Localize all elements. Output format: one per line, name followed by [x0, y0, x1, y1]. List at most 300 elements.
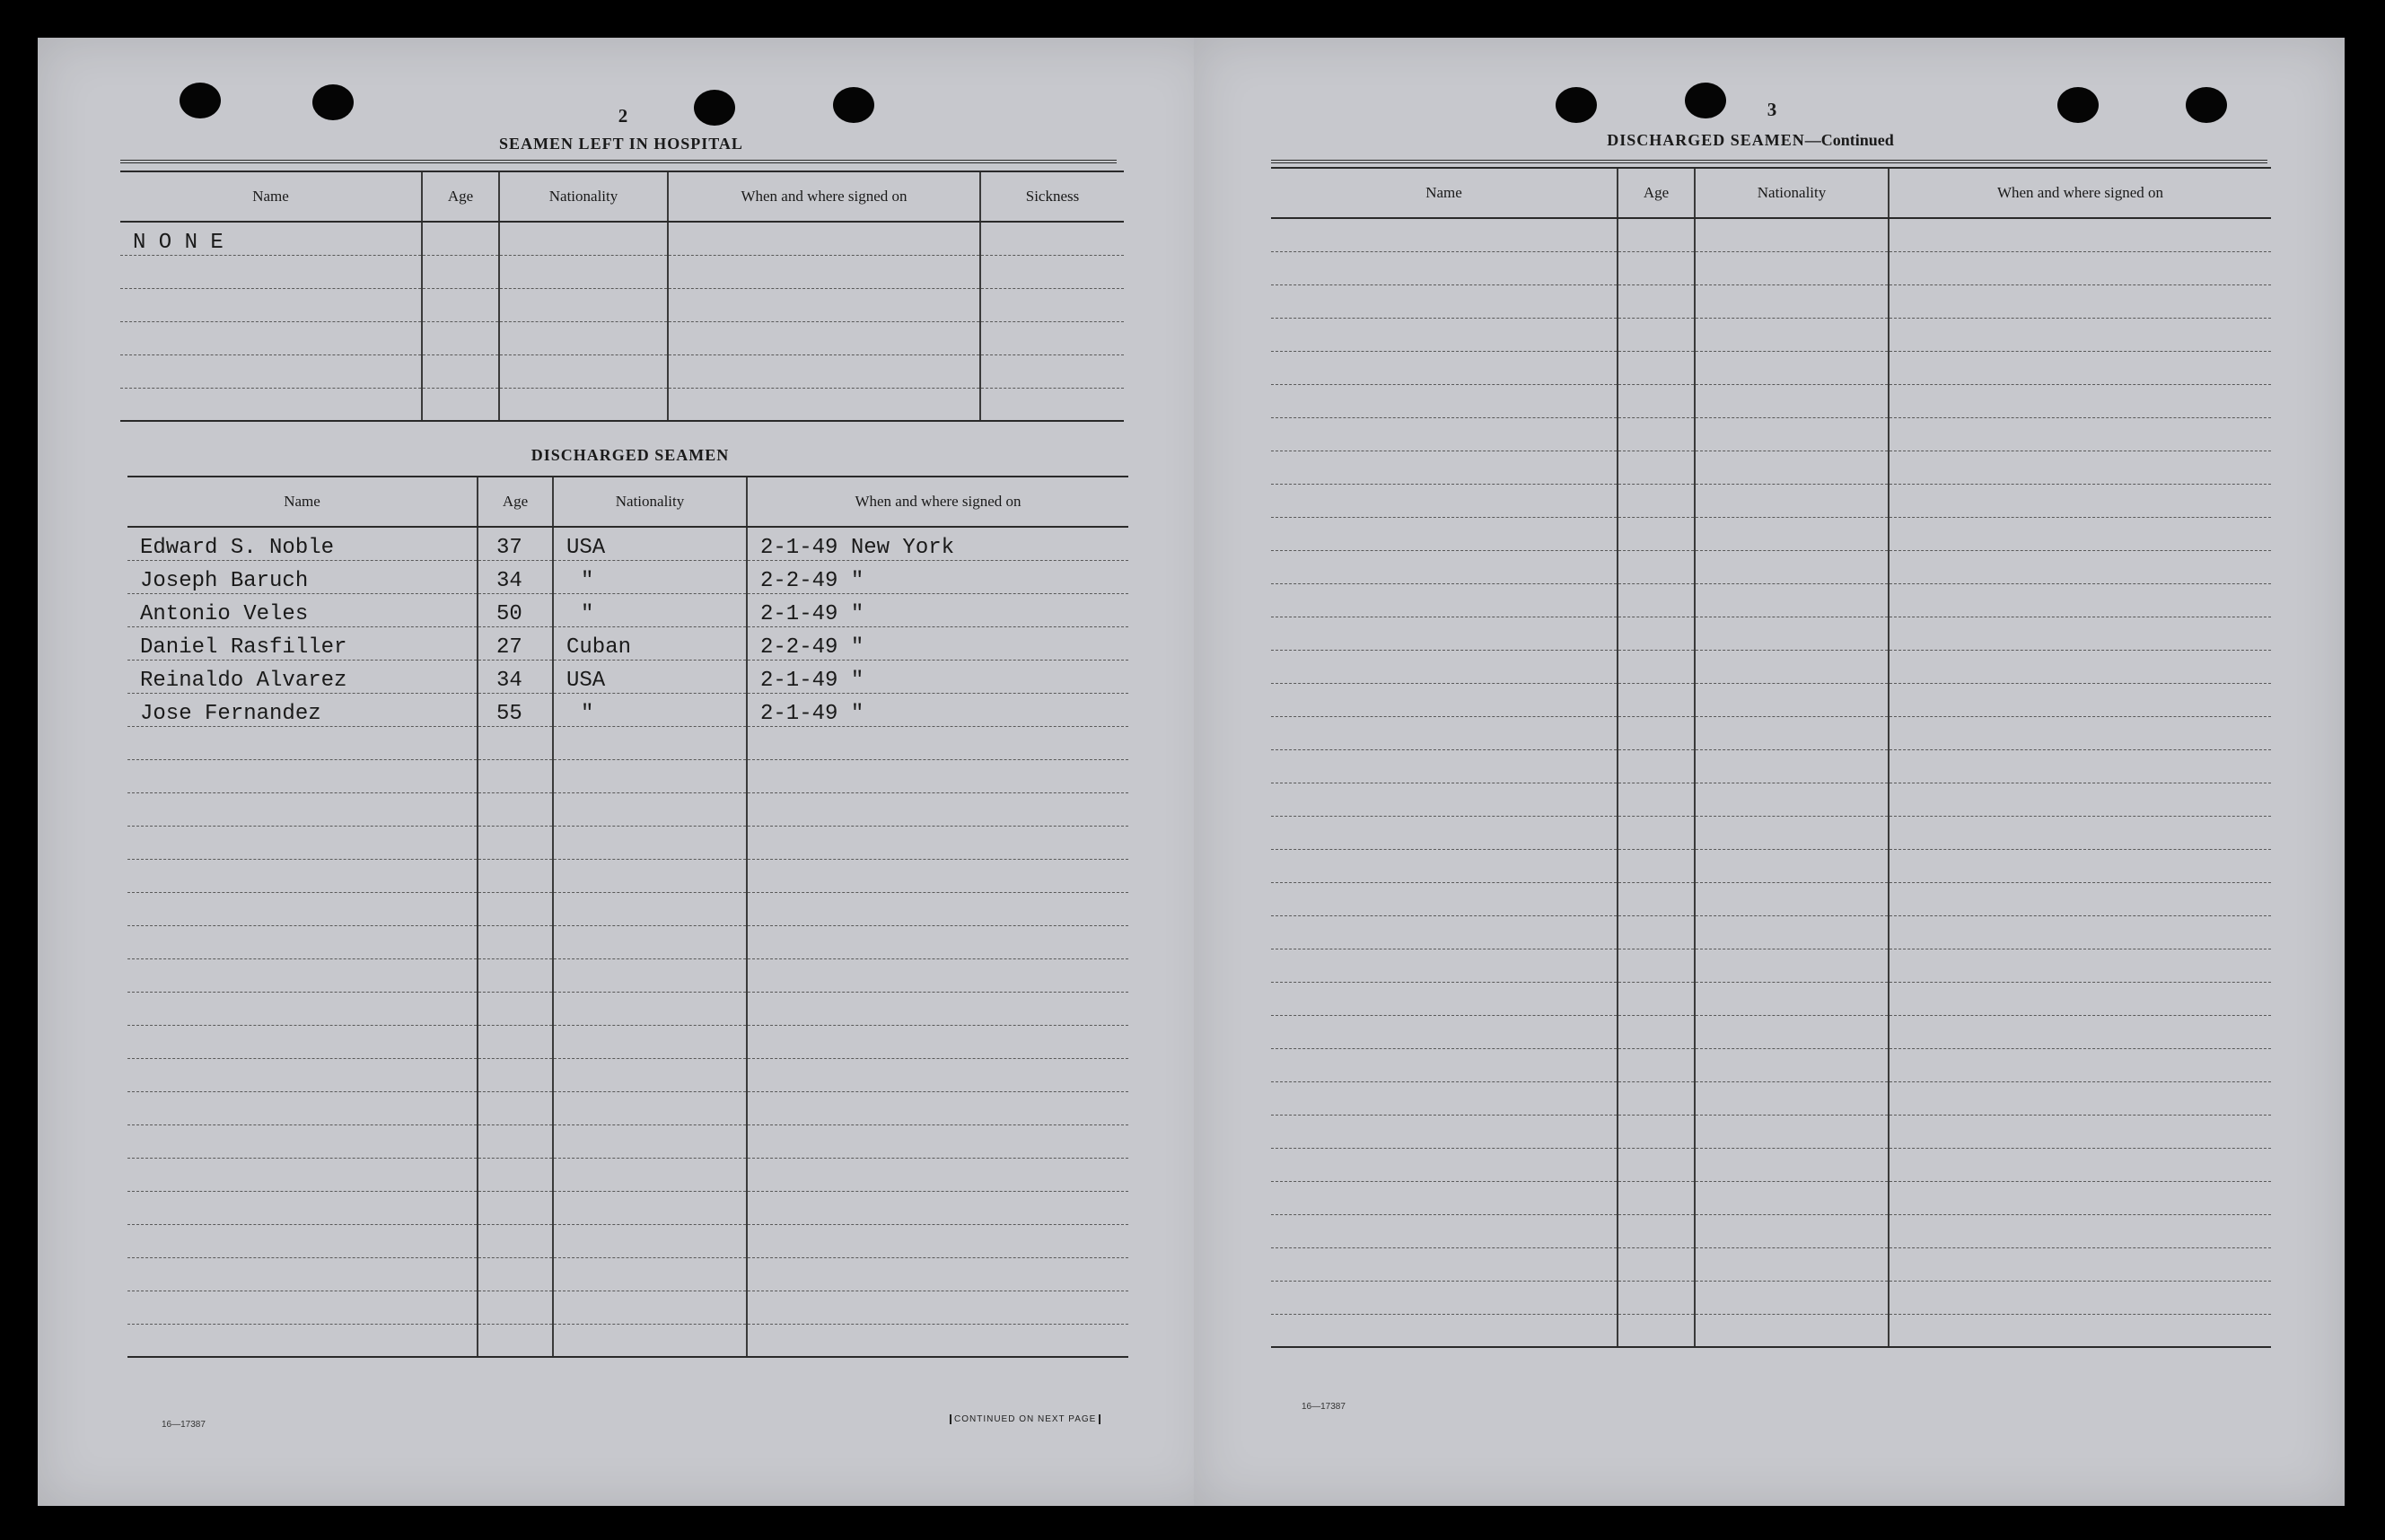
blank-cell — [1695, 251, 1889, 284]
blank-row — [1271, 816, 2271, 849]
blank-cell — [1271, 1048, 1618, 1081]
blank-cell — [1695, 783, 1889, 816]
blank-row — [127, 1025, 1128, 1058]
blank-cell — [1618, 749, 1695, 783]
blank-cell — [1889, 1281, 2271, 1314]
table-cell — [668, 255, 980, 288]
blank-cell — [127, 759, 478, 792]
punch-hole — [694, 90, 735, 126]
blank-cell — [747, 792, 1128, 826]
blank-cell — [1618, 417, 1695, 451]
table-row — [120, 255, 1124, 288]
blank-row — [1271, 1148, 2271, 1181]
table-cell — [668, 388, 980, 421]
blank-cell — [1618, 284, 1695, 318]
blank-cell — [1271, 683, 1618, 716]
blank-cell — [1271, 451, 1618, 484]
blank-cell — [1618, 318, 1695, 351]
table-cell: N O N E — [120, 222, 422, 255]
blank-cell — [1695, 1314, 1889, 1347]
form-code: 16—17387 — [1302, 1402, 1346, 1412]
blank-cell — [1618, 982, 1695, 1015]
blank-cell — [1695, 484, 1889, 517]
blank-cell — [1618, 1214, 1695, 1247]
blank-cell — [478, 1158, 553, 1191]
table-cell: 2-2-49 " — [747, 560, 1128, 593]
blank-cell — [127, 1091, 478, 1124]
blank-cell — [1889, 550, 2271, 583]
blank-cell — [127, 1257, 478, 1291]
blank-cell — [1695, 1148, 1889, 1181]
blank-cell — [1618, 384, 1695, 417]
blank-cell — [1695, 849, 1889, 882]
right-page — [1194, 38, 2345, 1506]
blank-cell — [747, 1324, 1128, 1357]
blank-cell — [1695, 650, 1889, 683]
table-cell: USA — [553, 660, 747, 693]
column-header-name: Name — [120, 171, 422, 222]
column-header-name: Name — [1271, 168, 1618, 218]
table-cell — [980, 255, 1124, 288]
blank-cell — [1695, 517, 1889, 550]
discharged-continued-table — [1271, 167, 2271, 1348]
blank-cell — [478, 1257, 553, 1291]
blank-cell — [1695, 1181, 1889, 1214]
blank-cell — [127, 1124, 478, 1158]
table-cell: Edward S. Noble — [127, 527, 478, 560]
table-cell — [499, 354, 668, 388]
punch-hole — [312, 84, 354, 120]
table-cell — [980, 288, 1124, 321]
blank-row — [1271, 1214, 2271, 1247]
table-cell — [980, 388, 1124, 421]
blank-cell — [127, 1058, 478, 1091]
blank-cell — [1889, 1181, 2271, 1214]
blank-cell — [1889, 583, 2271, 617]
blank-row — [1271, 550, 2271, 583]
blank-cell — [1618, 583, 1695, 617]
blank-cell — [478, 1025, 553, 1058]
blank-cell — [553, 1291, 747, 1324]
blank-row — [1271, 251, 2271, 284]
column-header-age: Age — [422, 171, 499, 222]
blank-cell — [553, 1191, 747, 1224]
blank-cell — [553, 1124, 747, 1158]
blank-cell — [1695, 384, 1889, 417]
blank-row — [1271, 583, 2271, 617]
blank-row — [1271, 882, 2271, 915]
blank-cell — [1695, 1081, 1889, 1115]
blank-cell — [747, 1291, 1128, 1324]
blank-row — [127, 1191, 1128, 1224]
blank-cell — [1271, 218, 1618, 251]
blank-cell — [1618, 683, 1695, 716]
blank-cell — [553, 1257, 747, 1291]
table-row — [127, 560, 1128, 593]
blank-cell — [1618, 816, 1695, 849]
blank-cell — [1695, 550, 1889, 583]
page-number: 3 — [1767, 99, 1777, 120]
blank-cell — [553, 792, 747, 826]
blank-cell — [1889, 1115, 2271, 1148]
blank-row — [127, 1224, 1128, 1257]
table-cell: 55 — [478, 693, 553, 726]
blank-row — [127, 1091, 1128, 1124]
blank-cell — [1618, 550, 1695, 583]
blank-cell — [1695, 351, 1889, 384]
blank-cell — [1889, 1015, 2271, 1048]
blank-cell — [1618, 451, 1695, 484]
blank-cell — [1618, 1281, 1695, 1314]
blank-cell — [1618, 1247, 1695, 1281]
blank-cell — [1618, 1181, 1695, 1214]
blank-cell — [478, 826, 553, 859]
blank-row — [1271, 949, 2271, 982]
punch-hole — [2057, 87, 2099, 123]
table-row — [127, 693, 1128, 726]
table-row — [120, 222, 1124, 255]
blank-cell — [553, 992, 747, 1025]
blank-cell — [553, 958, 747, 992]
blank-cell — [1271, 1081, 1618, 1115]
blank-row — [127, 892, 1128, 925]
table-cell — [980, 321, 1124, 354]
table-cell: 34 — [478, 660, 553, 693]
punch-hole — [2186, 87, 2227, 123]
continued-note: CONTINUED ON NEXT PAGE — [950, 1414, 1100, 1424]
blank-cell — [127, 1158, 478, 1191]
blank-cell — [1695, 949, 1889, 982]
blank-cell — [1889, 949, 2271, 982]
blank-cell — [127, 892, 478, 925]
blank-cell — [478, 759, 553, 792]
blank-cell — [1271, 417, 1618, 451]
table-cell — [422, 288, 499, 321]
blank-cell — [747, 1025, 1128, 1058]
blank-cell — [1618, 617, 1695, 650]
blank-cell — [1271, 816, 1618, 849]
blank-row — [127, 1158, 1128, 1191]
form-code: 16—17387 — [162, 1420, 206, 1430]
blank-cell — [1271, 517, 1618, 550]
blank-cell — [1271, 351, 1618, 384]
table-row — [120, 354, 1124, 388]
column-header-nationality: Nationality — [499, 171, 668, 222]
blank-cell — [1271, 1115, 1618, 1148]
table-row — [127, 593, 1128, 626]
blank-cell — [1618, 882, 1695, 915]
blank-cell — [1271, 617, 1618, 650]
blank-cell — [1889, 982, 2271, 1015]
blank-row — [127, 859, 1128, 892]
blank-cell — [1695, 417, 1889, 451]
blank-row — [1271, 783, 2271, 816]
blank-cell — [1618, 849, 1695, 882]
table-cell — [668, 288, 980, 321]
blank-cell — [1889, 384, 2271, 417]
blank-cell — [1271, 1214, 1618, 1247]
blank-cell — [1618, 915, 1695, 949]
blank-cell — [1889, 1314, 2271, 1347]
blank-cell — [1271, 284, 1618, 318]
table-cell — [499, 288, 668, 321]
punch-hole — [1556, 87, 1597, 123]
blank-cell — [1271, 550, 1618, 583]
table-cell — [120, 354, 422, 388]
blank-row — [127, 1324, 1128, 1357]
table-cell — [980, 222, 1124, 255]
table-cell: " — [553, 593, 747, 626]
blank-cell — [127, 726, 478, 759]
blank-cell — [1618, 517, 1695, 550]
blank-cell — [747, 859, 1128, 892]
table-row — [127, 660, 1128, 693]
table-cell: Joseph Baruch — [127, 560, 478, 593]
blank-cell — [1271, 1148, 1618, 1181]
blank-row — [127, 1257, 1128, 1291]
table-row — [120, 288, 1124, 321]
blank-cell — [127, 1324, 478, 1357]
blank-cell — [1618, 218, 1695, 251]
discharged-section-title: DISCHARGED SEAMEN — [530, 446, 730, 464]
blank-cell — [1271, 849, 1618, 882]
blank-cell — [747, 892, 1128, 925]
blank-cell — [747, 1091, 1128, 1124]
blank-row — [1271, 451, 2271, 484]
table-cell: USA — [553, 527, 747, 560]
blank-cell — [747, 826, 1128, 859]
blank-row — [1271, 417, 2271, 451]
blank-row — [127, 759, 1128, 792]
blank-row — [1271, 849, 2271, 882]
blank-cell — [478, 1191, 553, 1224]
blank-cell — [478, 1224, 553, 1257]
column-header-sickness: Sickness — [980, 171, 1124, 222]
blank-cell — [1271, 384, 1618, 417]
blank-cell — [553, 759, 747, 792]
blank-row — [127, 1291, 1128, 1324]
blank-cell — [1271, 783, 1618, 816]
table-cell — [120, 321, 422, 354]
blank-cell — [1889, 251, 2271, 284]
table-cell — [422, 222, 499, 255]
blank-cell — [1618, 1015, 1695, 1048]
blank-row — [1271, 384, 2271, 417]
column-header-when-and-where-signed-on: When and where signed on — [1889, 168, 2271, 218]
blank-cell — [1695, 617, 1889, 650]
column-header-nationality: Nationality — [1695, 168, 1889, 218]
blank-row — [1271, 351, 2271, 384]
blank-row — [1271, 617, 2271, 650]
blank-cell — [1271, 251, 1618, 284]
blank-row — [1271, 1281, 2271, 1314]
blank-cell — [1271, 1247, 1618, 1281]
blank-row — [1271, 982, 2271, 1015]
column-header-when-and-where-signed-on: When and where signed on — [747, 477, 1128, 527]
blank-cell — [1889, 351, 2271, 384]
table-row — [127, 527, 1128, 560]
blank-cell — [1695, 882, 1889, 915]
blank-cell — [1271, 318, 1618, 351]
blank-cell — [747, 958, 1128, 992]
blank-cell — [1695, 1115, 1889, 1148]
blank-cell — [1695, 1281, 1889, 1314]
blank-cell — [478, 726, 553, 759]
blank-cell — [1695, 915, 1889, 949]
table-cell: 2-1-49 " — [747, 593, 1128, 626]
blank-cell — [1695, 1048, 1889, 1081]
table-cell: 37 — [478, 527, 553, 560]
table-cell — [499, 222, 668, 255]
blank-cell — [1889, 417, 2271, 451]
table-cell — [422, 354, 499, 388]
discharged-continued-title — [1553, 131, 1948, 150]
blank-cell — [747, 1124, 1128, 1158]
blank-row — [1271, 1048, 2271, 1081]
blank-cell — [1889, 783, 2271, 816]
blank-row — [1271, 517, 2271, 550]
blank-cell — [1695, 583, 1889, 617]
blank-cell — [1889, 1214, 2271, 1247]
table-cell — [120, 388, 422, 421]
hospital-table — [120, 171, 1124, 422]
blank-row — [1271, 1115, 2271, 1148]
blank-row — [127, 992, 1128, 1025]
column-header-age: Age — [1618, 168, 1695, 218]
blank-cell — [1618, 1081, 1695, 1115]
blank-cell — [1271, 484, 1618, 517]
blank-cell — [1889, 517, 2271, 550]
blank-cell — [1695, 683, 1889, 716]
blank-cell — [1695, 982, 1889, 1015]
blank-cell — [1695, 716, 1889, 749]
table-cell — [120, 288, 422, 321]
blank-cell — [1618, 1048, 1695, 1081]
blank-row — [1271, 1015, 2271, 1048]
column-header-nationality: Nationality — [553, 477, 747, 527]
blank-row — [1271, 484, 2271, 517]
blank-row — [127, 1058, 1128, 1091]
table-row — [120, 388, 1124, 421]
blank-cell — [1271, 1181, 1618, 1214]
blank-cell — [553, 726, 747, 759]
blank-cell — [1271, 716, 1618, 749]
blank-cell — [1889, 1048, 2271, 1081]
table-cell — [120, 255, 422, 288]
blank-cell — [1889, 318, 2271, 351]
table-cell — [668, 354, 980, 388]
blank-row — [1271, 1314, 2271, 1347]
table-cell: Cuban — [553, 626, 747, 660]
blank-cell — [747, 1257, 1128, 1291]
blank-cell — [478, 1058, 553, 1091]
blank-cell — [1889, 749, 2271, 783]
blank-cell — [1695, 218, 1889, 251]
blank-cell — [747, 992, 1128, 1025]
blank-cell — [1618, 1314, 1695, 1347]
blank-cell — [747, 1158, 1128, 1191]
blank-cell — [1889, 484, 2271, 517]
title-rule — [120, 160, 1117, 163]
table-row — [127, 626, 1128, 660]
blank-cell — [1695, 816, 1889, 849]
table-cell: " — [553, 693, 747, 726]
blank-cell — [127, 992, 478, 1025]
blank-cell — [1618, 351, 1695, 384]
blank-cell — [127, 1291, 478, 1324]
blank-cell — [1271, 583, 1618, 617]
table-cell: 2-1-49 " — [747, 693, 1128, 726]
blank-cell — [127, 958, 478, 992]
blank-cell — [127, 1025, 478, 1058]
blank-row — [1271, 318, 2271, 351]
blank-cell — [553, 925, 747, 958]
table-cell — [668, 222, 980, 255]
blank-cell — [478, 925, 553, 958]
page-number: 2 — [618, 105, 628, 127]
blank-cell — [747, 925, 1128, 958]
blank-cell — [1889, 218, 2271, 251]
table-cell — [499, 321, 668, 354]
blank-cell — [478, 1324, 553, 1357]
blank-cell — [1271, 749, 1618, 783]
blank-cell — [127, 1191, 478, 1224]
title-suffix: —Continued — [1804, 131, 1894, 149]
blank-cell — [747, 1191, 1128, 1224]
blank-cell — [1889, 1081, 2271, 1115]
blank-row — [1271, 915, 2271, 949]
blank-row — [127, 726, 1128, 759]
table-cell — [668, 321, 980, 354]
blank-cell — [1618, 716, 1695, 749]
blank-cell — [1695, 1015, 1889, 1048]
punch-hole — [1685, 83, 1726, 118]
blank-cell — [478, 992, 553, 1025]
blank-cell — [1889, 1247, 2271, 1281]
blank-cell — [553, 826, 747, 859]
punch-hole — [180, 83, 221, 118]
blank-cell — [1889, 816, 2271, 849]
blank-cell — [1618, 949, 1695, 982]
table-cell — [499, 255, 668, 288]
blank-cell — [1889, 650, 2271, 683]
blank-cell — [1618, 1115, 1695, 1148]
blank-row — [1271, 284, 2271, 318]
column-header-age: Age — [478, 477, 553, 527]
table-cell — [980, 354, 1124, 388]
table-cell — [422, 388, 499, 421]
blank-cell — [747, 726, 1128, 759]
blank-row — [127, 958, 1128, 992]
blank-cell — [747, 1058, 1128, 1091]
blank-cell — [127, 859, 478, 892]
blank-cell — [478, 1091, 553, 1124]
blank-cell — [127, 826, 478, 859]
blank-cell — [1271, 915, 1618, 949]
blank-cell — [747, 759, 1128, 792]
blank-row — [1271, 749, 2271, 783]
blank-cell — [127, 792, 478, 826]
blank-cell — [747, 1224, 1128, 1257]
table-cell: Daniel Rasfiller — [127, 626, 478, 660]
blank-cell — [1695, 1247, 1889, 1281]
punch-hole — [833, 87, 874, 123]
blank-cell — [1271, 982, 1618, 1015]
blank-cell — [553, 1224, 747, 1257]
hospital-section-title: SEAMEN LEFT IN HOSPITAL — [499, 135, 743, 153]
blank-cell — [1889, 915, 2271, 949]
blank-cell — [1889, 451, 2271, 484]
